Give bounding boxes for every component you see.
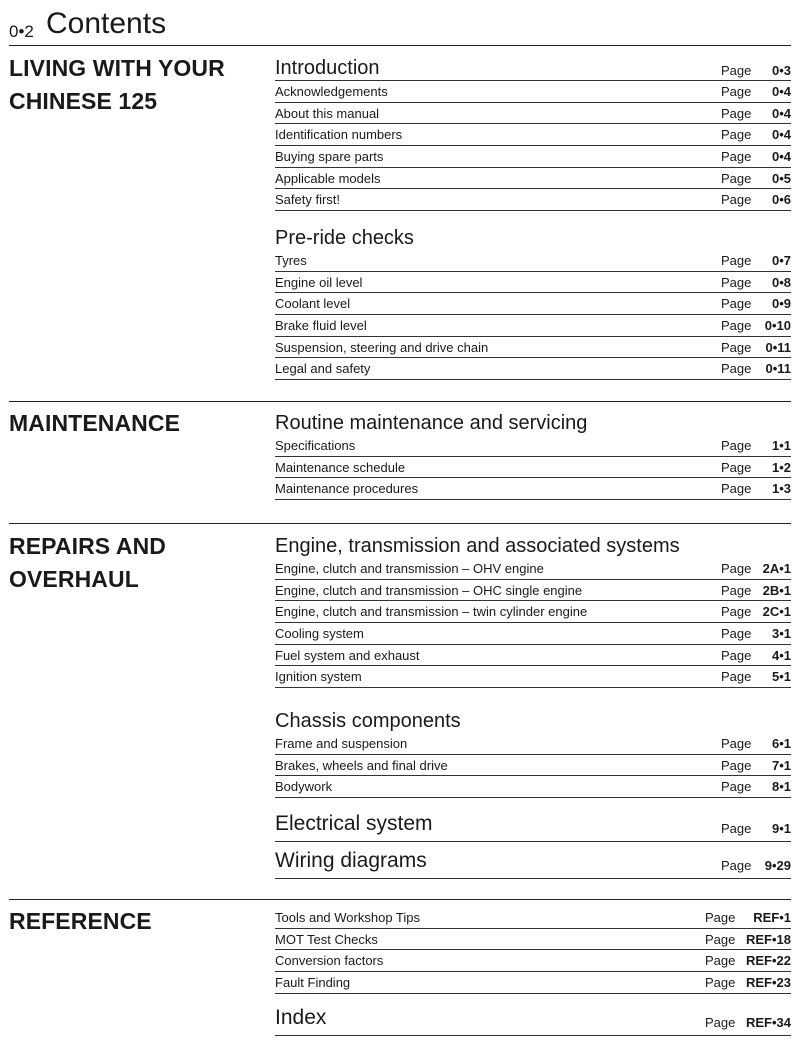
page-ref: 0•4 [771, 105, 791, 121]
page-ref: 0•4 [771, 84, 791, 99]
page-ref: 0•10 [764, 318, 791, 334]
section-title [9, 52, 225, 118]
group-pre-ride-checks [275, 226, 791, 380]
page-ref: 0•6 [771, 192, 791, 208]
toc-entry[interactable] [275, 776, 791, 798]
page-label: Page [721, 170, 752, 186]
entry-label: Conversion factors [275, 953, 384, 969]
section-title-line: OVERHAUL [9, 566, 139, 592]
toc-entry[interactable] [275, 315, 791, 337]
page-label: Page [721, 105, 752, 121]
group-title-row[interactable] [275, 56, 791, 81]
page-ref: 9•1 [771, 821, 791, 836]
toc-entry[interactable] [275, 755, 791, 777]
page-ref: 1•2 [771, 459, 791, 475]
entry-label: Engine, clutch and transmission – twin cylinder engine [275, 604, 588, 620]
group-title: Pre-ride checks [275, 227, 414, 249]
toc-entry[interactable] [275, 558, 791, 580]
entry-label: Engine, clutch and transmission – OHV engine [275, 561, 544, 576]
page-number: 0•2 [9, 22, 34, 41]
page-label: Page [721, 626, 752, 642]
group-introduction [275, 56, 791, 211]
section-title-line: REFERENCE [9, 908, 152, 934]
toc-entry[interactable] [275, 457, 791, 479]
page-label: Page [721, 192, 752, 208]
page-label: Page [705, 910, 736, 925]
toc-entry[interactable] [275, 666, 791, 688]
entry-label: Brake fluid level [275, 318, 367, 334]
section-maintenance [9, 401, 791, 523]
toc-entry[interactable] [275, 146, 791, 168]
page-ref: REF•1 [753, 910, 791, 925]
page-label: Page [721, 438, 752, 453]
page-title: Contents [46, 7, 167, 40]
entry-label: MOT Test Checks [275, 931, 378, 947]
toc-entry[interactable] [275, 645, 791, 667]
page-ref: 0•5 [771, 170, 791, 186]
toc-entry[interactable] [275, 337, 791, 359]
page-label: Page [721, 253, 752, 268]
page-label: Page [721, 361, 752, 377]
group-reference-entries [275, 907, 791, 994]
page-ref: 2A•1 [762, 561, 791, 576]
page-label: Page [721, 63, 752, 78]
section-title [9, 530, 166, 596]
group-engine-transmission [275, 534, 791, 688]
page-label: Page [721, 318, 752, 334]
page-label: Page [721, 127, 752, 143]
section-title-line: CHINESE 125 [9, 88, 158, 114]
page-ref: REF•22 [745, 953, 791, 969]
entry-label: About this manual [275, 105, 380, 121]
page-ref: 5•1 [771, 669, 791, 685]
page-label: Page [705, 975, 736, 991]
page-label: Page [721, 736, 752, 751]
page-label: Page [721, 821, 752, 836]
toc-entry[interactable] [275, 972, 791, 994]
toc-entry[interactable] [275, 435, 791, 457]
page-label: Page [721, 604, 752, 620]
page-ref: 0•8 [771, 274, 791, 290]
entry-label: Maintenance procedures [275, 481, 419, 497]
page-label: Page [721, 459, 752, 475]
group-index [275, 1002, 791, 1036]
toc-entry[interactable] [275, 580, 791, 602]
page-ref: 8•1 [771, 779, 791, 795]
group-chassis-components [275, 709, 791, 798]
page-label: Page [705, 931, 736, 947]
toc-entry[interactable] [275, 907, 791, 929]
page-label: Page [705, 953, 736, 969]
toc-title-entry[interactable] [275, 1002, 791, 1036]
toc-entry[interactable] [275, 623, 791, 645]
page-ref: 4•1 [771, 647, 791, 663]
toc-entry[interactable] [275, 601, 791, 623]
toc-entry[interactable] [275, 250, 791, 272]
entry-label: Engine, clutch and transmission – OHC single engine [275, 582, 583, 598]
toc-entry[interactable] [275, 103, 791, 125]
entry-label: Tools and Workshop Tips [275, 910, 420, 925]
entry-label: Cooling system [275, 626, 364, 642]
entry-label: Applicable models [275, 170, 381, 186]
toc-entry[interactable] [275, 81, 791, 103]
toc-entry[interactable] [275, 358, 791, 380]
page-label: Page [721, 669, 752, 685]
toc-entry[interactable] [275, 293, 791, 315]
entry-label: Fuel system and exhaust [275, 647, 420, 663]
toc-entry[interactable] [275, 478, 791, 500]
group-title: Engine, transmission and associated systems [275, 535, 680, 557]
section-title-line: REPAIRS AND [9, 533, 167, 559]
page-label: Page [721, 481, 752, 497]
entry-label: Ignition system [275, 669, 362, 685]
page-ref: 0•4 [771, 149, 791, 165]
toc-title-entry[interactable] [275, 808, 791, 842]
group-electrical [275, 808, 791, 879]
entry-label: Suspension, steering and drive chain [275, 339, 489, 355]
toc-entry[interactable] [275, 189, 791, 211]
page-header [9, 8, 791, 46]
page-label: Page [721, 647, 752, 663]
group-title: Chassis components [275, 710, 461, 732]
entry-label: Maintenance schedule [275, 459, 406, 475]
entry-label: Wiring diagrams [275, 849, 427, 872]
entry-label: Index [275, 1006, 327, 1029]
entry-label: Frame and suspension [275, 736, 408, 751]
page-ref: 1•3 [771, 481, 791, 497]
section-repairs-overhaul [9, 523, 791, 899]
entry-label: Tyres [275, 253, 307, 268]
toc-entry[interactable] [275, 168, 791, 190]
page-label: Page [721, 757, 752, 773]
entry-label: Bodywork [275, 779, 333, 795]
page-ref: 2B•1 [762, 582, 791, 598]
page-ref: REF•23 [745, 975, 791, 991]
page-ref: 3•1 [771, 626, 791, 642]
section-reference [9, 899, 791, 1040]
page-label: Page [721, 84, 752, 99]
toc-entry[interactable] [275, 929, 791, 951]
group-title: Routine maintenance and servicing [275, 412, 588, 434]
page-label: Page [721, 779, 752, 795]
page-label: Page [721, 149, 752, 165]
page-label: Page [721, 274, 752, 290]
entry-label: Safety first! [275, 192, 341, 208]
page-label: Page [721, 582, 752, 598]
toc-entry[interactable] [275, 124, 791, 146]
toc-entry[interactable] [275, 272, 791, 294]
entry-label: Buying spare parts [275, 149, 384, 165]
toc-entry[interactable] [275, 950, 791, 972]
entry-label: Brakes, wheels and final drive [275, 757, 448, 773]
page-ref: REF•34 [745, 1015, 791, 1030]
page-ref: 0•11 [765, 361, 791, 377]
entry-label: Specifications [275, 438, 356, 453]
page-ref: 2C•1 [762, 604, 791, 620]
page-label: Page [721, 296, 752, 312]
page-ref: 1•1 [771, 438, 791, 453]
group-title: Introduction [275, 57, 380, 79]
entry-label: Fault Finding [275, 975, 351, 991]
page-label: Page [721, 339, 752, 355]
entry-label: Identification numbers [275, 127, 403, 143]
entry-label: Engine oil level [275, 274, 363, 290]
section-living [9, 46, 791, 400]
toc-title-entry[interactable] [275, 845, 791, 879]
section-title-line: MAINTENANCE [9, 410, 181, 436]
entry-label: Legal and safety [275, 361, 371, 377]
page-ref: 6•1 [771, 736, 791, 751]
page-ref: 0•9 [771, 296, 791, 312]
section-title [9, 407, 180, 440]
entry-label: Acknowledgements [275, 84, 388, 99]
page-ref: 0•11 [765, 339, 791, 355]
entry-label: Coolant level [275, 296, 351, 312]
group-routine-maintenance [275, 411, 791, 500]
page-ref: REF•18 [745, 931, 791, 947]
page-ref: 0•3 [771, 63, 791, 78]
page-ref: 0•4 [771, 127, 791, 143]
page-ref: 9•29 [764, 858, 791, 873]
section-title-line: LIVING WITH YOUR [9, 55, 225, 81]
entry-label: Electrical system [275, 812, 433, 835]
page-label: Page [705, 1015, 736, 1030]
page-label: Page [721, 858, 752, 873]
page-label: Page [721, 561, 752, 576]
page-ref: 0•7 [771, 253, 791, 268]
page-ref: 7•1 [771, 757, 791, 773]
section-title [9, 905, 152, 938]
toc-entry[interactable] [275, 733, 791, 755]
